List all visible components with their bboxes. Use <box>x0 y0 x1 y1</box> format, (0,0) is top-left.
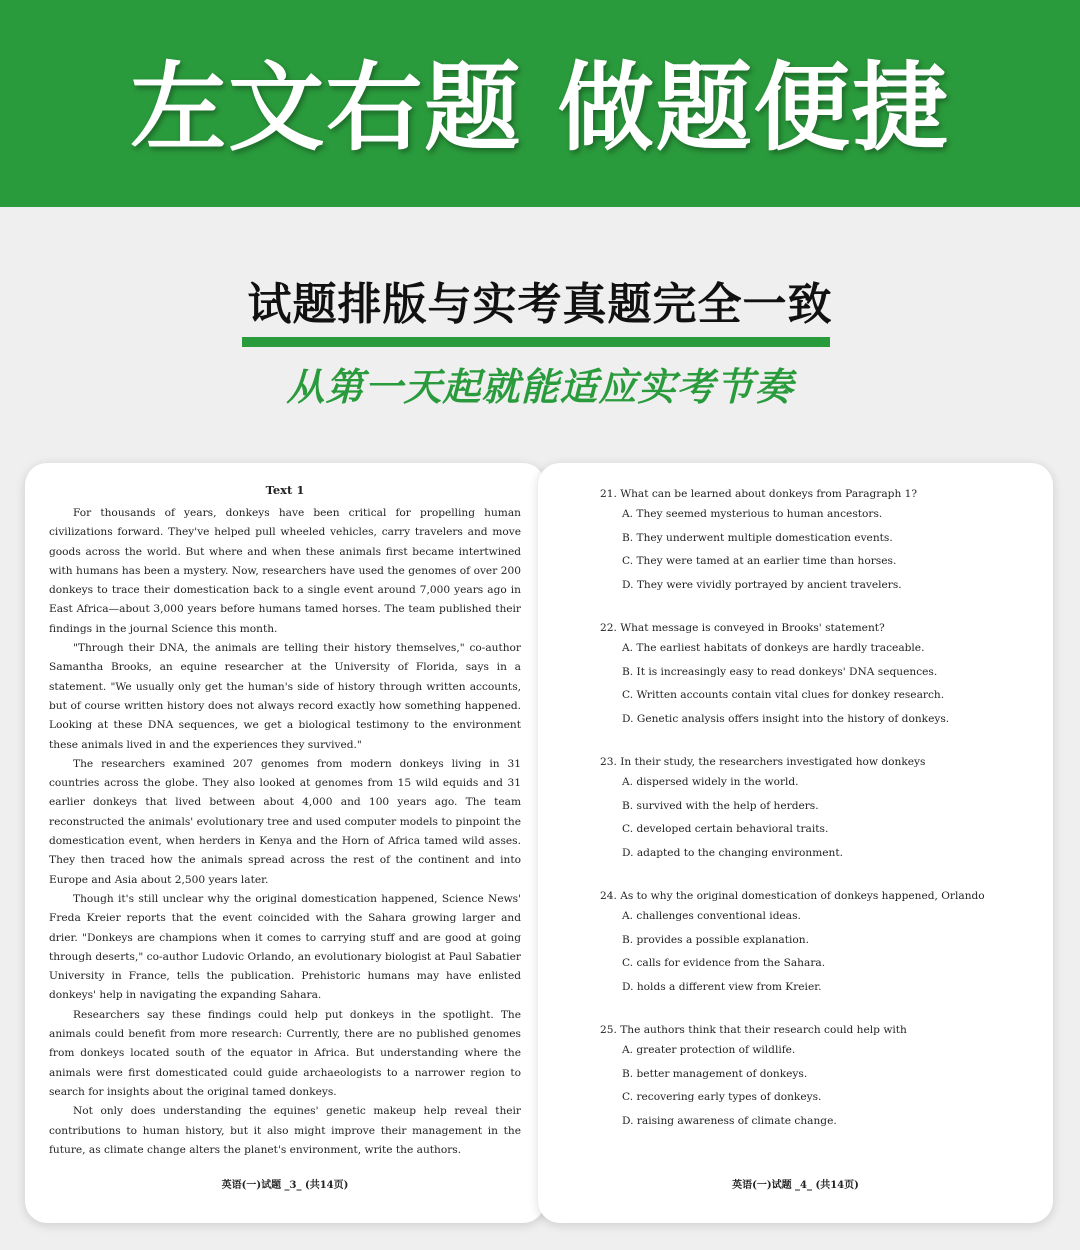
question-option: A. The earliest habitats of donkeys are hardly traceable. <box>622 642 925 654</box>
question-option: A. greater protection of wildlife. <box>622 1044 796 1056</box>
question-option: B. provides a possible explanation. <box>622 933 809 946</box>
question-stem: 25. The authors think that their research could help with <box>600 1024 907 1036</box>
passage-paragraph: The researchers examined 207 genomes from modern donkeys living in 31 countries across the globe. They also looked at genomes from 15 wild equids and 31 earlier donkeys that lived between about 4,000 and 100 years ago. The team reconstructed the animals' evolutionary tree and used computer models to pinpoint the domestication event, when herders in Kenya and the Horn of Africa tamed wild asses. They then traced how the animals spread across the rest of the continent and into Europe and Asia about 2,500 years later. <box>49 757 521 886</box>
question-25 <box>600 1021 1033 1133</box>
passage-paragraph: Researchers say these findings could help put donkeys in the spotlight. The animals could benefit from more research: Currently, there are no published genomes from donkeys located south of the equator in Africa. But understanding where the animals were first domesticated could guide archaeologists to a narrower region to search for insights about the original tamed donkeys. <box>49 1008 521 1098</box>
right-exam-page <box>538 463 1053 1223</box>
question-option: D. Genetic analysis offers insight into the history of donkeys. <box>622 712 950 725</box>
question-option: D. raising awareness of climate change. <box>622 1114 837 1127</box>
question-stem: 23. In their study, the researchers investigated how donkeys <box>600 756 926 768</box>
subtitle: 试题排版与实考真题完全一致 <box>247 279 833 330</box>
question-option: B. better management of donkeys. <box>622 1067 808 1080</box>
question-21 <box>600 485 1033 597</box>
question-option: A. dispersed widely in the world. <box>622 776 799 788</box>
question-option: B. They underwent multiple domestication events. <box>622 531 893 544</box>
question-option: A. They seemed mysterious to human ancestors. <box>622 508 883 520</box>
question-23 <box>600 753 1033 865</box>
passage-paragraph: "Through their DNA, the animals are telling their history themselves," co-author Samantha Brooks, an equine researcher at the University of Florida, says in a statement. "We usually only get the human's side of history through written accounts, but of course written history does not always record exactly how something happened. Looking at these DNA sequences, we get a biological testimony to the environment these animals lived in and the experiences they survived." <box>49 642 521 751</box>
question-option: D. They were vividly portrayed by ancient travelers. <box>622 578 902 591</box>
question-22 <box>600 619 1033 731</box>
page-footer: 英语(一)试题 _3_ (共14页) <box>221 1180 349 1191</box>
question-option: C. calls for evidence from the Sahara. <box>622 957 826 969</box>
question-option: C. developed certain behavioral traits. <box>622 823 829 835</box>
question-stem: 21. What can be learned about donkeys from Paragraph 1? <box>600 488 918 500</box>
question-option: C. Written accounts contain vital clues for donkey research. <box>622 689 945 701</box>
banner-title: 左文右题 做题便捷 <box>130 52 950 164</box>
question-stem: 22. What message is conveyed in Brooks' statement? <box>600 622 885 634</box>
passage-paragraph: For thousands of years, donkeys have been critical for propelling human civilizations forward. They've helped pull wheeled vehicles, carry travelers and move goods across the world. But where and when these animals first became intertwined with humans has been a mystery. Now, researchers have used the genomes of over 200 donkeys to trace their domestication back to a single event around 7,000 years ago in East Africa—about 3,000 years before humans tamed horses. The team published their findings in the journal Science this month. <box>49 507 521 635</box>
question-option: A. challenges conventional ideas. <box>622 910 801 922</box>
question-option: B. It is increasingly easy to read donkeys' DNA sequences. <box>622 665 938 678</box>
question-option: B. survived with the help of herders. <box>622 799 819 812</box>
question-option: D. adapted to the changing environment. <box>622 846 843 859</box>
question-option: C. They were tamed at an earlier time than horses. <box>622 555 897 567</box>
accent-divider <box>242 337 830 347</box>
question-24 <box>600 887 1033 999</box>
page-footer: 英语(一)试题 _4_ (共14页) <box>732 1180 859 1191</box>
question-option: D. holds a different view from Kreier. <box>622 980 822 993</box>
passage-paragraph: Though it's still unclear why the original domestication happened, Science News' Freda Kreier reports that the event coincided with the Sahara growing larger and drier. "Donkeys are champions when it comes to carrying stuff and are good at going through deserts," co-author Ludovic Orlando, an evolutionary biologist at Paul Sabatier University in France, tells the publication. Prehistoric humans may have enlisted donkeys' help in navigating the expanding Sahara. <box>49 892 521 1002</box>
passage-paragraph: Not only does understanding the equines' genetic makeup help reveal their contributions to human history, but it also might improve their management in the future, as climate change alters the planet's environment, write the authors. <box>49 1105 521 1156</box>
question-option: C. recovering early types of donkeys. <box>622 1091 822 1103</box>
passage-heading: Text 1 <box>265 483 305 497</box>
left-exam-page <box>25 463 545 1223</box>
tagline: 从第一天起就能适应实考节奏 <box>286 365 794 409</box>
header-banner <box>0 0 1080 207</box>
question-stem: 24. As to why the original domestication of donkeys happened, Orlando <box>600 890 985 902</box>
